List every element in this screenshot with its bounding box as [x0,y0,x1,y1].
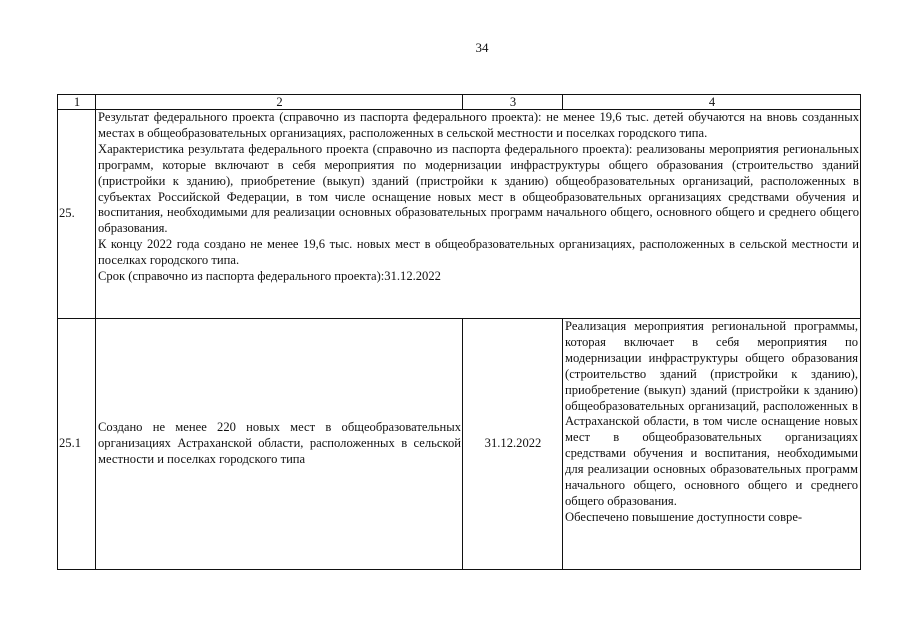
row-number: 25.1 [58,319,96,570]
deadline-cell: 31.12.2022 [463,319,563,570]
page-number: 34 [475,40,489,55]
header-col-4: 4 [563,95,861,110]
federal-project-result-cell [96,110,861,319]
target-paragraph: К концу 2022 года создано не менее 19,6 тыс. новых мест в общеобразовательных организациях, расположенных в сельской местности и поселках городского типа. [98,237,859,268]
result-paragraph: Результат федерального проекта (справочно из паспорта федерального проекта): не менее 19,6 тыс. детей обучаются на вновь созданных местах в общеобразовательных организациях, расположенных в сельской местности и поселках городского типа. [98,110,859,140]
deadline-paragraph: Срок (справочно из паспорта федерального проекта):31.12.2022 [98,269,441,284]
characteristic-paragraph: Характеристика результата федерального проекта (справочно из паспорта федерального проекта): реализованы мероприятия региональных программ, которые включают в себя мероприятия по модернизации инфраструктуры общего образования (строительство зданий (пристройки к зданию), приобретение (выкуп) зданий (пристройки к зданию) общеобразовательных организаций, расположенных в субъектах Российской Федерации, в том числе оснащение новых мест в общеобразовательных организациях средствами обучения и воспитания, необходимыми для реализации основных образовательных программ начального общего, основного общего и среднего общего образования. [98,141,859,236]
table-header-row [58,95,861,110]
result-description-cell: Создано не менее 220 новых мест в общеобразовательных организациях Астраханской области, расположенных в сельской местности и поселках городского типа [96,319,463,570]
header-col-2: 2 [96,95,463,110]
table-row [58,110,861,319]
table-row [58,319,861,570]
header-col-3: 3 [463,95,563,110]
characteristic-cell [563,319,861,570]
row-number: 25. [58,110,96,319]
characteristic-paragraph: Реализация мероприятия региональной программы, которая включает в себя мероприятия по модернизации инфраструктуры общего образования (строительство зданий (пристройки к зданию), приобретение (выкуп) зданий (пристройки к зданию) общеобразовательных организаций, расположенных в Астраханской области, в том числе оснащение новых мест в общеобразовательных организациях средствами обучения и воспитания, необходимыми для реализации основных образовательных программ начального общего, основного общего и среднего общего образования. [565,319,858,508]
header-col-1: 1 [58,95,96,110]
characteristic-continuation: Обеспечено повышение доступности совре- [565,509,803,524]
document-table [57,94,861,570]
